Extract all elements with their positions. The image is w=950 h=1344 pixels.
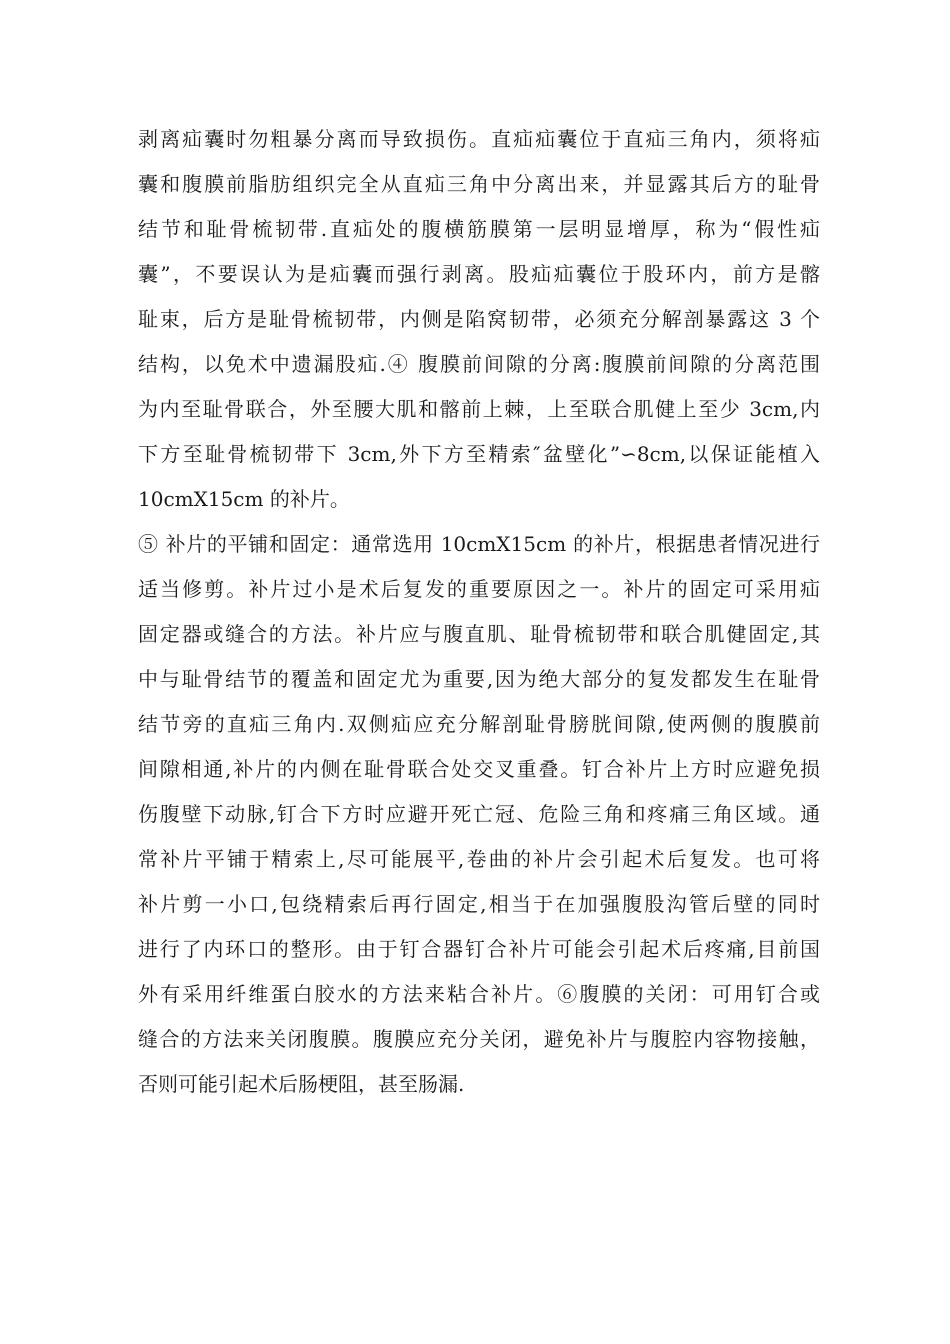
text-line-18: 补片剪一小口,包绕精索后再行固定,相当于在加强腹股沟管后壁的同时 [138,892,820,916]
text-line-22: 否则可能引起术后肠梗阻，甚至肠漏. [138,1072,465,1096]
text-line-20: 外有采用纤维蛋白胶水的方法来粘合补片。⑥腹膜的关闭：可用钉合或 [138,982,820,1006]
text-line-21: 缝合的方法来关闭腹膜。腹膜应充分关闭，避免补片与腹腔内容物接触， [138,1027,820,1051]
text-line-15: 间隙相通,补片的内侧在耻骨联合处交叉重叠。钉合补片上方时应避免损 [138,757,820,781]
text-line-11: 适当修剪。补片过小是术后复发的重要原因之一。补片的固定可采用疝 [138,577,820,601]
text-line-17: 常补片平铺于精索上,尽可能展平,卷曲的补片会引起术后复发。也可将 [138,847,820,871]
text-line-2: 囊和腹膜前脂肪组织完全从直疝三角中分离出来，并显露其后方的耻骨 [138,172,820,196]
text-line-13: 中与耻骨结节的覆盖和固定尤为重要,因为绝大部分的复发都发生在耻骨 [138,667,820,691]
text-line-16: 伤腹壁下动脉,钉合下方时应避开死亡冠、危险三角和疼痛三角区域。通 [138,802,820,826]
text-line-5: 耻束，后方是耻骨梳韧带，内侧是陷窝韧带，必须充分解剖暴露这 3 个 [138,307,820,331]
text-line-1: 剥离疝囊时勿粗暴分离而导致损伤。直疝疝囊位于直疝三角内，须将疝 [138,127,820,151]
text-line-9: 10cmX15cm 的补片。 [138,487,350,511]
text-line-4: 囊”，不要误认为是疝囊而强行剥离。股疝疝囊位于股环内，前方是髂 [138,262,820,286]
text-line-19: 进行了内环口的整形。由于钉合器钉合补片可能会引起术后疼痛,目前国 [138,937,820,961]
text-line-14: 结节旁的直疝三角内.双侧疝应充分解剖耻骨膀胱间隙,使两侧的腹膜前 [138,712,820,736]
text-line-12: 固定器或缝合的方法。补片应与腹直肌、耻骨梳韧带和联合肌健固定,其 [138,622,820,646]
text-line-6: 结构，以免术中遗漏股疝.④ 腹膜前间隙的分离:腹膜前间隙的分离范围 [138,352,820,376]
text-line-7: 为内至耻骨联合，外至腰大肌和髂前上棘，上至联合肌健上至少 3cm,内 [138,397,820,421]
text-line-8: 下方至耻骨梳韧带下 3cm,外下方至精索″盆壁化”∽8cm,以保证能植入 [138,442,820,466]
text-line-3: 结节和耻骨梳韧带.直疝处的腹横筋膜第一层明显增厚，称为“假性疝 [138,217,820,241]
text-line-10: ⑤ 补片的平铺和固定：通常选用 10cmX15cm 的补片，根据患者情况进行 [138,532,820,556]
